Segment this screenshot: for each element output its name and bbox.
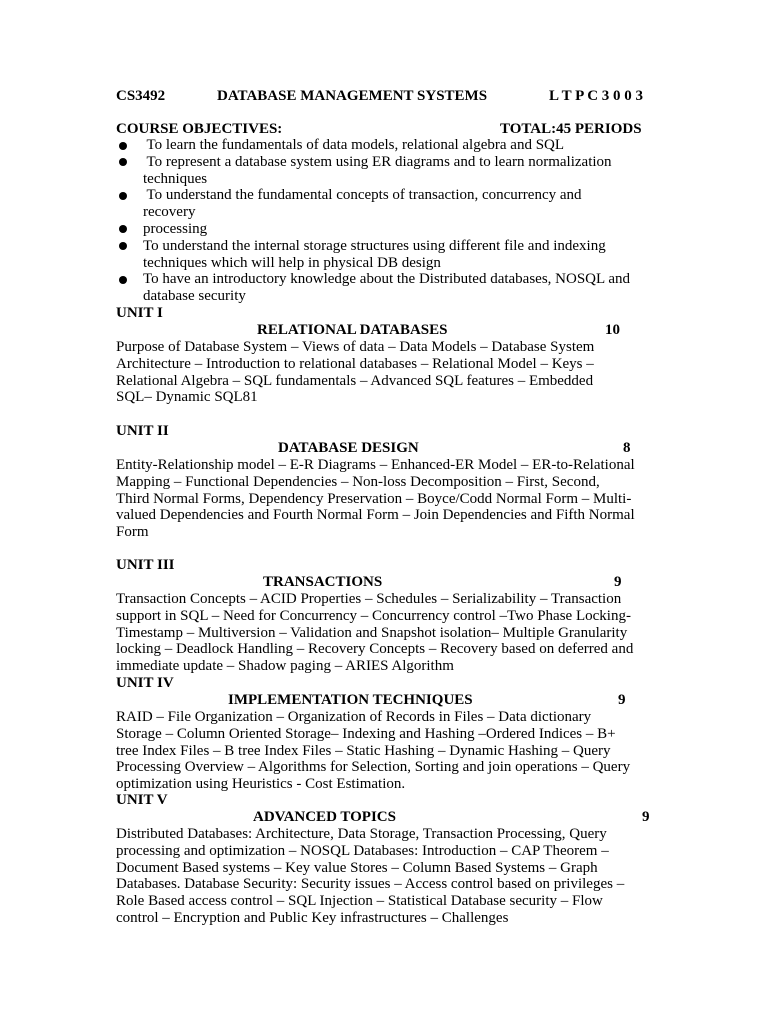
unit-line: Databases. Database Security: Security issues – Access control based on privileges – [116, 876, 625, 893]
unit-line: Entity-Relationship model – E-R Diagrams – Enhanced-ER Model – ER-to-Relational [116, 457, 635, 473]
objective-item [116, 154, 653, 188]
unit-hours: 8 [623, 440, 631, 456]
unit-line: Distributed Databases: Architecture, Data Storage, Transaction Processing, Query [116, 826, 607, 842]
bullet-icon [119, 142, 127, 150]
unit-line: Role Based access control – SQL Injection – Statistical Database security – Flow [116, 893, 603, 910]
unit-line: control – Encryption and Public Key infrastructures – Challenges [116, 909, 509, 926]
objectives-list [116, 137, 656, 305]
objective-item [116, 238, 653, 272]
bullet-icon [119, 225, 127, 233]
unit-line: optimization using Heuristics - Cost Estimation. [116, 776, 406, 793]
unit-line: tree Index Files – B tree Index Files – Static Hashing – Dynamic Hashing – Query [116, 742, 611, 759]
unit-description [116, 339, 654, 406]
unit-label: UNIT II [116, 423, 169, 439]
unit-description [116, 457, 654, 541]
unit-label: UNIT IV [116, 675, 174, 691]
objective-line: recovery [143, 204, 196, 221]
unit-title: IMPLEMENTATION TECHNIQUES [228, 692, 473, 708]
bullet-icon [119, 158, 127, 166]
unit-line: processing and optimization – NOSQL Databases: Introduction – CAP Theorem – [116, 842, 609, 859]
unit-description [116, 709, 654, 793]
unit-hours: 9 [614, 574, 622, 590]
objective-item [116, 137, 653, 154]
bullet-icon [119, 276, 127, 284]
course-title: DATABASE MANAGEMENT SYSTEMS [217, 88, 488, 104]
unit-line: Relational Algebra – SQL fundamentals – Advanced SQL features – Embedded [116, 372, 594, 389]
unit-line: Architecture – Introduction to relational databases – Relational Model – Keys – [116, 355, 594, 372]
bullet-icon [119, 192, 127, 200]
objective-line: To have an introductory knowledge about the Distributed databases, NOSQL and [143, 271, 631, 288]
unit-line: Document Based systems – Key value Stores – Column Based Systems – Graph [116, 859, 598, 876]
unit-line: locking – Deadlock Handling – Recovery Concepts – Recovery based on deferred and [116, 641, 634, 658]
total-periods: TOTAL:45 PERIODS [500, 121, 642, 137]
objective-line: To understand the fundamental concepts of transaction, concurrency and [143, 187, 582, 204]
objective-line: processing [143, 220, 208, 237]
objective-line: To learn the fundamentals of data models, relational algebra and SQL [143, 137, 565, 153]
unit-label: UNIT III [116, 557, 175, 573]
unit-line: Third Normal Forms, Dependency Preservation – Boyce/Codd Normal Form – Multi- [116, 490, 632, 507]
unit-line: Transaction Concepts – ACID Properties – Schedules – Serializability – Transaction [116, 591, 622, 607]
unit-hours: 10 [605, 322, 620, 338]
unit-line: Form [116, 524, 149, 541]
unit-line: immediate update – Shadow paging – ARIES Algorithm [116, 658, 454, 675]
objective-item [116, 271, 653, 305]
objectives-heading: COURSE OBJECTIVES: [116, 121, 283, 137]
objective-line: To understand the internal storage structures using different file and indexing [143, 237, 606, 254]
unit-line: Purpose of Database System – Views of data – Data Models – Database System [116, 339, 595, 355]
unit-label: UNIT V [116, 792, 168, 808]
unit-line: Processing Overview – Algorithms for Selection, Sorting and join operations – Query [116, 759, 631, 776]
unit-line: RAID – File Organization – Organization of Records in Files – Data dictionary [116, 709, 592, 725]
objective-item [116, 187, 653, 221]
unit-line: support in SQL – Need for Concurrency – Concurrency control –Two Phase Locking- [116, 607, 631, 624]
unit-description [116, 591, 654, 675]
syllabus-page [116, 0, 656, 1024]
unit-title: RELATIONAL DATABASES [257, 322, 448, 338]
objective-item [116, 221, 653, 238]
unit-title: ADVANCED TOPICS [253, 809, 396, 825]
unit-line: SQL– Dynamic SQL81 [116, 389, 258, 406]
ltpc-credits: L T P C 3 0 0 3 [549, 88, 644, 104]
unit-hours: 9 [618, 692, 626, 708]
objective-line: To represent a database system using ER diagrams and to learn normalization [143, 153, 612, 170]
unit-description [116, 826, 654, 927]
unit-hours: 9 [642, 809, 650, 825]
course-header [116, 88, 650, 106]
unit-line: Mapping – Functional Dependencies – Non-loss Decomposition – First, Second, [116, 473, 600, 490]
objective-line: techniques [143, 170, 208, 187]
unit-label: UNIT I [116, 305, 163, 321]
bullet-icon [119, 242, 127, 250]
unit-title: TRANSACTIONS [263, 574, 383, 590]
objective-line: database security [143, 288, 246, 305]
unit-title: DATABASE DESIGN [278, 440, 419, 456]
unit-line: Timestamp – Multiversion – Validation and Snapshot isolation– Multiple Granularity [116, 624, 628, 641]
unit-line: Storage – Column Oriented Storage– Indexing and Hashing –Ordered Indices – B+ [116, 725, 616, 742]
unit-line: valued Dependencies and Fourth Normal Form – Join Dependencies and Fifth Normal [116, 507, 635, 524]
course-code: CS3492 [116, 88, 166, 104]
objective-line: techniques which will help in physical DB design [143, 254, 441, 271]
